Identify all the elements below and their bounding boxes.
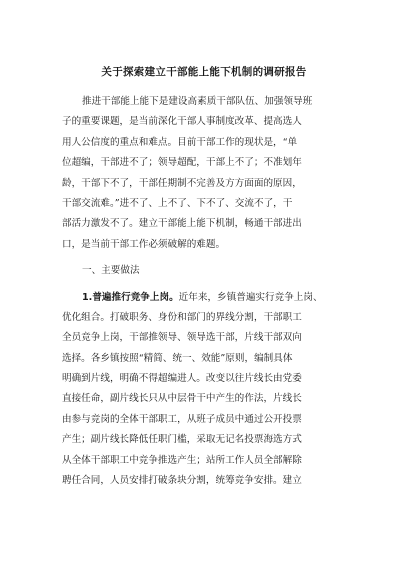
document-body [62,92,354,491]
paragraph-line: 明确到片线，明确不得超编进人。改变以往片线长由党委 [62,373,302,385]
paragraph-line: 龄，干部下不了，干部任期制不完善及方方面面的原因， [62,177,302,189]
paragraph-line: 选择。各乡镇按照“精简、统一、效能”原则，编制具体 [62,352,293,364]
paragraph-line: 部活力激发不了。建立干部能上能下机制，畅通干部进出 [62,218,302,230]
paragraph-line: 直接任命，副片线长只从中层骨干中产生的作法，片线长 [62,393,302,405]
intro-paragraph [62,92,354,255]
paragraph-line: 用人公信度的重点和难点。目前干部工作的现状是，“单 [62,136,298,148]
paragraph-line [62,288,354,308]
paragraph-line: 干部交流难。”进不了、上不了、下不了、交流不了，干 [62,197,293,209]
paragraph-line: 聘任合同，人员安排打破条块分割，统筹竞争安排。建立 [62,475,302,487]
paragraph-line: 子的重要课题，是当前深化干部人事制度改革、提高选人 [62,116,302,128]
paragraph-line: 口，是当前干部工作必须破解的难题。 [62,238,226,250]
paragraph-line: 从全体干部职工中竞争推选产生；站所工作人员全部解除 [62,454,302,466]
subsection-first-line-text: 近年来，乡镇普遍实行竞争上岗、 [178,291,323,303]
document-title: 关于探索建立干部能上能下机制的调研报告 [101,66,307,78]
paragraph-line: 产生；副片线长降低任职门槛，采取无记名投票海选方式 [62,434,302,446]
subsection-title: 1.普遍推行竞争上岗。 [82,291,179,303]
subsection-paragraph [62,288,354,492]
paragraph-line: 全员竞争上岗，干部推领导、领导选干部，片线干部双向 [62,332,302,344]
section-heading: 一、主要做法 [82,265,140,277]
paragraph-line: 优化组合。打破职务、身份和部门的界线分割，干部职工 [62,311,302,323]
paragraph-line: 位超编，干部进不了；领导超配，干部上不了；不准划年 [62,157,302,169]
paragraph-line: 推进干部能上能下是建设高素质干部队伍、加强领导班 [82,96,313,107]
paragraph-line: 由参与竞岗的全体干部职工，从班子成员中通过公开投票 [62,413,302,425]
